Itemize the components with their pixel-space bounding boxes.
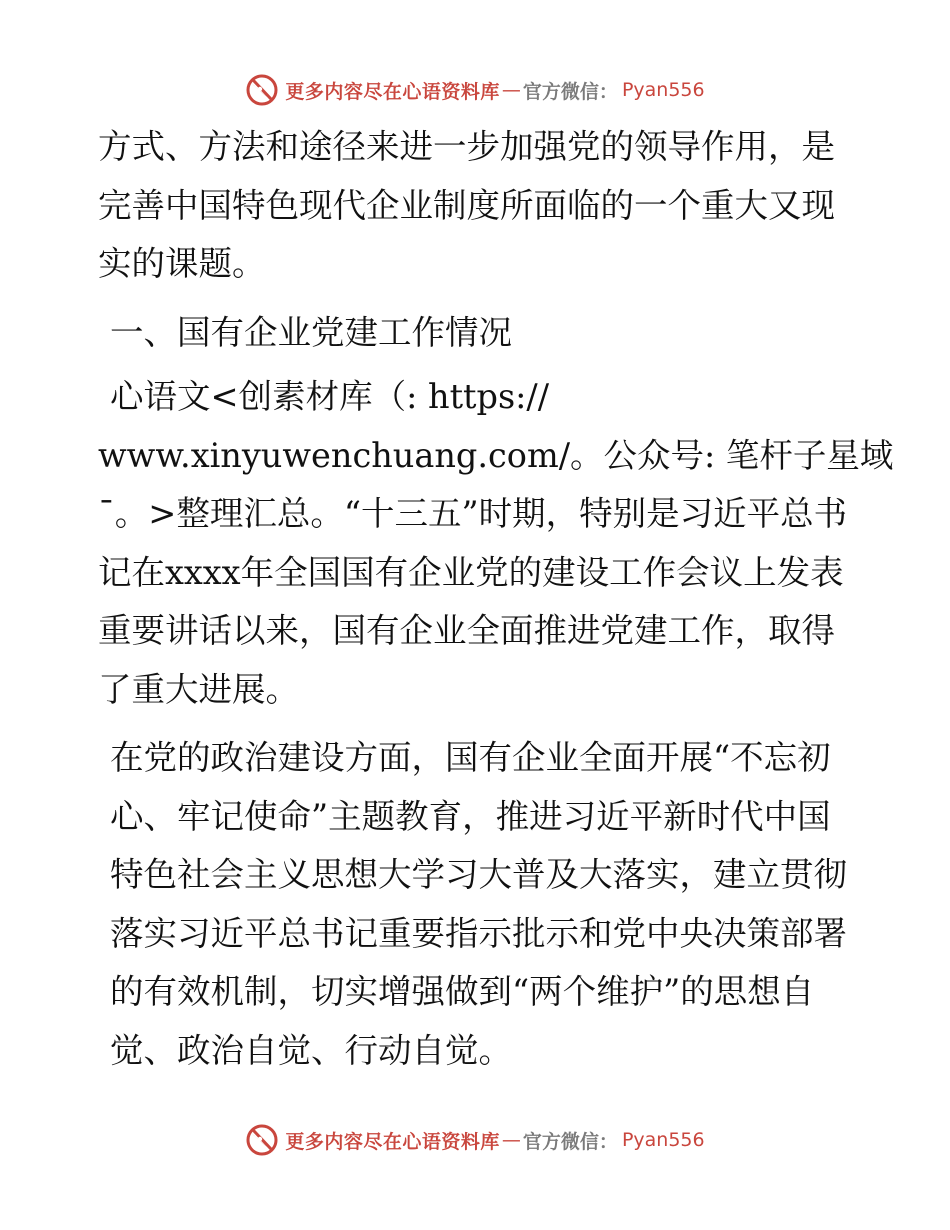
- paragraph-2-line-1: 心语文<创素材库（: https://: [110, 377, 550, 416]
- banner-official-label: 官方微信：: [522, 80, 618, 103]
- paragraph-2-line-2: www.xinyuwenchuang.com/。公众号: 笔杆子星域: [98, 435, 894, 475]
- pen-nib-circle-icon: [245, 73, 279, 107]
- section-heading-1: 一、国有企业党建工作情况: [110, 312, 512, 352]
- paragraph-1: 方式、方法和途径来进一步加强党的领导作用，是完善中国特色现代企业制度所面临的一个重大又现实的课题。: [98, 127, 835, 283]
- banner-account: Pyan556: [621, 1129, 705, 1151]
- header-banner: [0, 70, 950, 110]
- footer-banner: [0, 1120, 950, 1160]
- banner-dash: —: [501, 1129, 521, 1151]
- banner-site-text: 更多内容尽在心语资料库: [285, 80, 500, 103]
- paragraph-2-body: ¯。>整理汇总。“十三五”时期，特别是习近平总书记在xxxx年全国国有企业党的建设工作会议上发表重要讲话以来，国有企业全面推进党建工作，取得了重大进展。: [98, 494, 848, 709]
- banner-dash: —: [501, 79, 521, 101]
- document-body: [98, 118, 894, 1080]
- pen-nib-circle-icon: [245, 1123, 279, 1157]
- paragraph-3: 在党的政治建设方面，国有企业全面开展“不忘初心、牢记使命”主题教育，推进习近平新时代中国特色社会主义思想大学习大普及大落实，建立贯彻落实习近平总书记重要指示批示和党中央决策部署的有效机制，切实增强做到“两个维护”的思想自觉、政治自觉、行动自觉。: [110, 738, 847, 1070]
- banner-official-label: 官方微信：: [522, 1130, 618, 1153]
- banner-site-text: 更多内容尽在心语资料库: [285, 1130, 500, 1153]
- banner-account: Pyan556: [621, 79, 705, 101]
